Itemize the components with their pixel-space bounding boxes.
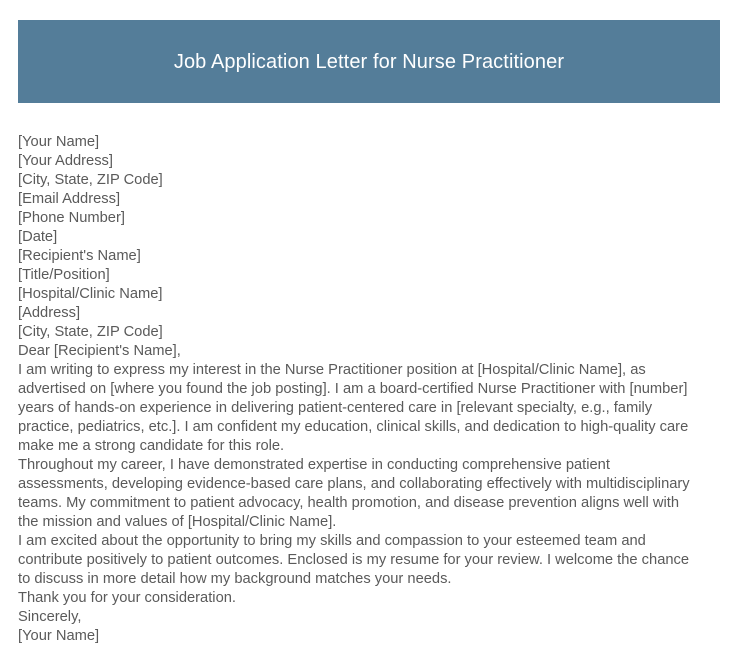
sender-line-address: [Your Address] — [18, 153, 113, 169]
letter-paragraph-3: I am excited about the opportunity to bring my skills and compassion to your esteemed team and contribute positively to patient outcomes. Enclosed is my resume for your review. I welcome the chance to discuss in more detail how my background matches your needs. — [18, 533, 690, 587]
letter-body — [18, 133, 702, 646]
page-title: Job Application Letter for Nurse Practitioner — [173, 50, 565, 73]
letter-paragraph-thanks: Thank you for your consideration. — [18, 590, 236, 606]
recipient-line-city-state-zip: [City, State, ZIP Code] — [18, 324, 163, 340]
sender-line-email: [Email Address] — [18, 191, 121, 207]
letter-paragraph-2: Throughout my career, I have demonstrated expertise in conducting comprehensive patient assessments, developing evidence-based care plans, and collaborating effectively with multidisciplinary teams. My commitment to patient advocacy, health promotion, and disease prevention aligns well with the mission and values of [Hospital/Clinic Name]. — [18, 457, 690, 530]
salutation: Dear [Recipient's Name], — [18, 343, 181, 359]
recipient-line-name: [Recipient's Name] — [18, 248, 141, 264]
sender-line-phone: [Phone Number] — [18, 210, 125, 226]
sender-line-city-state-zip: [City, State, ZIP Code] — [18, 172, 163, 188]
signature-name: [Your Name] — [18, 628, 100, 644]
closing: Sincerely, — [18, 609, 82, 625]
letter-paragraph-1: I am writing to express my interest in the Nurse Practitioner position at [Hospital/Clinic Name], as advertised on [where you found the job posting]. I am a board-certified Nurse Practitioner with [number] years of hands-on experience in delivering patient-centered care in [relevant specialty, e.g., family practice, pediatrics, etc.]. I am confident my education, clinical skills, and dedication to high-quality care make me a strong candidate for this role. — [18, 362, 689, 454]
sender-line-date: [Date] — [18, 229, 58, 245]
recipient-line-address: [Address] — [18, 305, 81, 321]
document-header-banner — [18, 20, 720, 103]
recipient-line-title: [Title/Position] — [18, 267, 110, 283]
sender-line-name: [Your Name] — [18, 134, 100, 150]
recipient-address-block — [18, 247, 702, 342]
sender-address-block — [18, 133, 702, 247]
recipient-line-organization: [Hospital/Clinic Name] — [18, 286, 163, 302]
